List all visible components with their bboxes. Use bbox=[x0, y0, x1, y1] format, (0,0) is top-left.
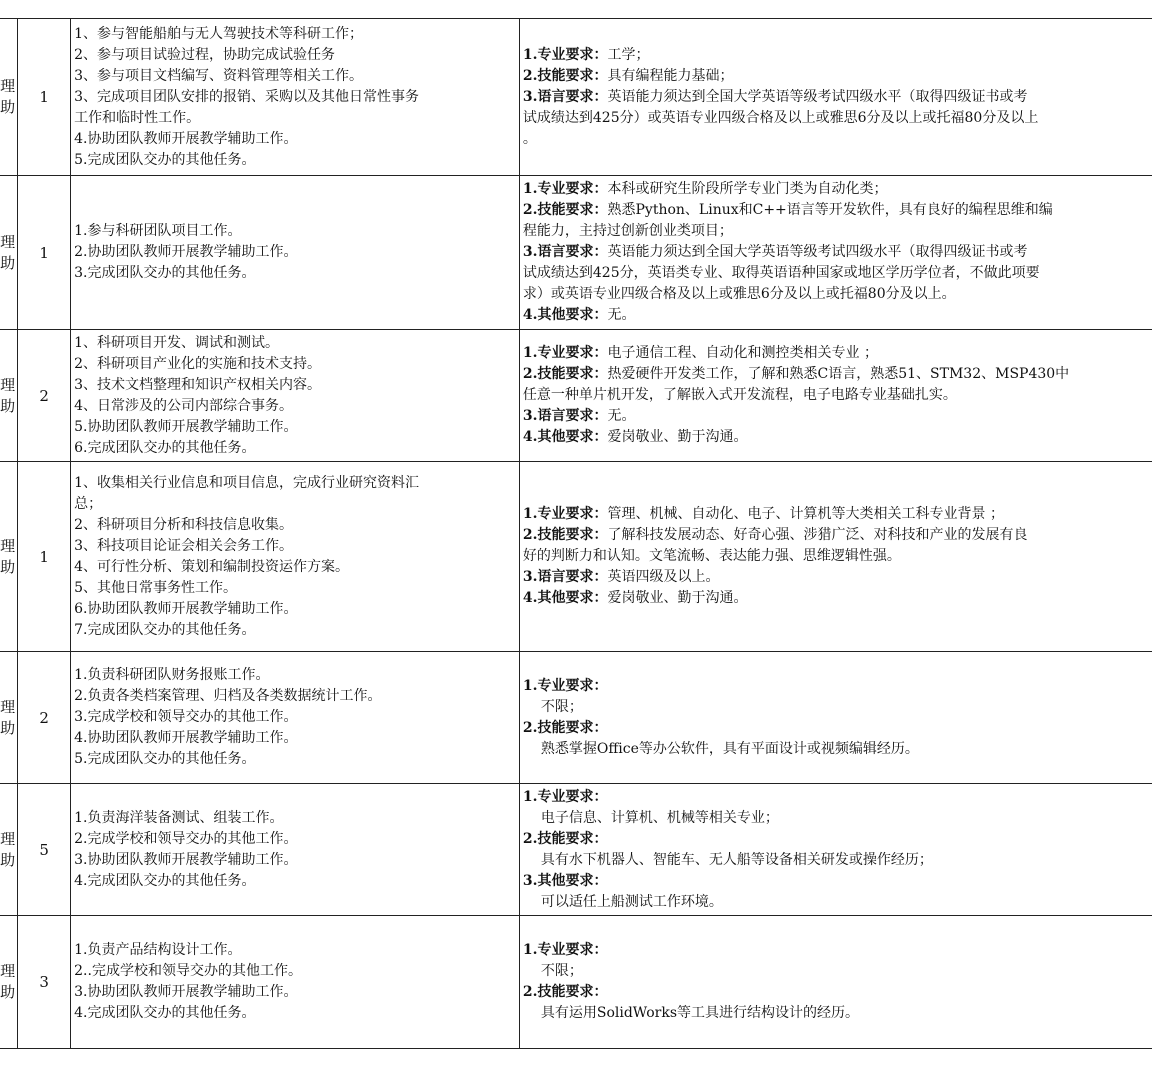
requirement-line bbox=[523, 364, 1152, 385]
role-cell bbox=[0, 176, 18, 330]
duty-line: 5、其他日常事务性工作。 bbox=[74, 579, 238, 596]
duty-line: 总； bbox=[74, 495, 103, 512]
requirement-line bbox=[523, 982, 1152, 1003]
duty-line: 4、可行性分析、策划和编制投资运作方案。 bbox=[74, 558, 350, 575]
requirement-key: 2.技能要求： bbox=[522, 67, 608, 84]
duty-line: 1.负责海洋装备测试、组装工作。 bbox=[74, 809, 284, 826]
duty-line: 1.负责科研团队财务报账工作。 bbox=[74, 667, 270, 683]
role-label: 理助 bbox=[0, 962, 16, 1001]
requirement-text: 好的判断力和认知。文笔流畅、表达能力强、思维逻辑性强。 bbox=[522, 548, 901, 564]
requirement-line bbox=[523, 66, 1152, 87]
requirement-line bbox=[523, 263, 1152, 284]
requirement-key: 2.技能要求： bbox=[522, 719, 608, 736]
requirement-line bbox=[523, 179, 1152, 200]
requirement-key: 1.专业要求： bbox=[522, 942, 608, 958]
requirement-line bbox=[523, 850, 1152, 871]
role-label: 理助 bbox=[0, 536, 16, 576]
requirement-line bbox=[523, 343, 1152, 364]
requirement-line bbox=[523, 200, 1152, 221]
requirement-text: 了解科技发展动态、好奇心强、涉猎广泛、对科技和产业的发展有良 bbox=[607, 527, 1028, 543]
duty-line: 1、收集相关行业信息和项目信息，完成行业研究资料汇 bbox=[74, 474, 420, 491]
requirement-line bbox=[523, 45, 1152, 66]
requirement-line bbox=[523, 221, 1152, 242]
requirement-line bbox=[523, 504, 1152, 525]
role-cell bbox=[0, 652, 18, 784]
requirement-line bbox=[523, 697, 1152, 718]
duty-line: 4.协助团队教师开展教学辅助工作。 bbox=[74, 130, 298, 147]
position-row bbox=[0, 462, 1152, 652]
duty-line: 3、科技项目论证会相关会务工作。 bbox=[74, 537, 294, 554]
duties-cell bbox=[71, 176, 520, 330]
requirement-key: 2.技能要求： bbox=[522, 984, 608, 1000]
requirement-line bbox=[523, 406, 1152, 427]
duty-line: 3、技术文档整理和知识产权相关内容。 bbox=[74, 376, 322, 393]
requirements-cell bbox=[519, 784, 1152, 916]
duty-line: 工作和临时性工作。 bbox=[74, 109, 201, 126]
requirement-text: 具有水下机器人、智能车、无人船等设备相关研发或操作经历； bbox=[540, 851, 933, 868]
requirement-text: 英语能力须达到全国大学英语等级考试四级水平（取得四级证书或考 bbox=[607, 88, 1028, 105]
duty-line: 3、完成项目团队安排的报销、采购以及其他日常性事务 bbox=[74, 88, 420, 105]
requirement-text: 。 bbox=[522, 130, 537, 147]
requirement-line bbox=[523, 525, 1152, 546]
duty-line: 2.负责各类档案管理、归档及各类数据统计工作。 bbox=[74, 688, 382, 704]
requirement-key: 2.技能要求： bbox=[522, 366, 608, 382]
role-cell bbox=[0, 784, 18, 916]
requirement-line bbox=[523, 1003, 1152, 1024]
requirement-line bbox=[523, 718, 1152, 739]
requirement-key: 3.语言要求： bbox=[522, 408, 608, 424]
duty-line: 2、科研项目分析和科技信息收集。 bbox=[74, 516, 294, 533]
duty-line: 3.协助团队教师开展教学辅助工作。 bbox=[74, 984, 298, 1000]
duty-line: 2..完成学校和领导交办的其他工作。 bbox=[74, 963, 302, 979]
requirement-line bbox=[523, 87, 1152, 108]
requirement-key: 2.技能要求： bbox=[522, 527, 608, 543]
requirement-key: 1.专业要求： bbox=[522, 788, 608, 805]
requirement-key: 3.其他要求： bbox=[522, 872, 608, 889]
requirement-line bbox=[523, 546, 1152, 567]
requirement-key: 4.其他要求： bbox=[522, 429, 608, 445]
requirement-line bbox=[523, 787, 1152, 808]
requirement-key: 2.技能要求： bbox=[522, 830, 608, 847]
headcount-cell: 3 bbox=[18, 916, 71, 1049]
position-row bbox=[0, 916, 1152, 1049]
requirement-text: 工学； bbox=[607, 46, 650, 63]
requirement-text: 可以适任上船测试工作环境。 bbox=[540, 893, 723, 910]
headcount-cell: 2 bbox=[18, 330, 71, 462]
duties-cell bbox=[71, 462, 520, 652]
duty-line: 2、参与项目试验过程，协助完成试验任务 bbox=[74, 46, 336, 63]
duty-line: 6.协助团队教师开展教学辅助工作。 bbox=[74, 600, 298, 617]
requirement-key: 4.其他要求： bbox=[522, 307, 608, 323]
requirement-line bbox=[523, 129, 1152, 150]
position-row bbox=[0, 19, 1152, 176]
position-table bbox=[0, 18, 1152, 1049]
duty-line: 5.完成团队交办的其他任务。 bbox=[74, 751, 256, 767]
duty-line: 7.完成团队交办的其他任务。 bbox=[74, 621, 256, 638]
requirement-text: 无。 bbox=[607, 408, 636, 424]
requirement-text: 爱岗敬业、勤于沟通。 bbox=[607, 429, 748, 445]
requirement-key: 1.专业要求： bbox=[522, 46, 608, 63]
requirement-line bbox=[523, 108, 1152, 129]
duty-line: 4.协助团队教师开展教学辅助工作。 bbox=[74, 730, 298, 746]
requirement-text: 程能力，主持过创新创业类项目； bbox=[522, 223, 733, 239]
requirement-line bbox=[523, 284, 1152, 305]
requirement-text: 不限； bbox=[540, 698, 583, 715]
requirement-line bbox=[523, 940, 1152, 961]
requirement-text: 熟悉Python、Linux和C++语言等开发软件，具有良好的编程思维和编 bbox=[607, 202, 1053, 218]
duty-line: 1.参与科研团队项目工作。 bbox=[74, 223, 242, 239]
requirements-cell bbox=[519, 176, 1152, 330]
role-label: 理助 bbox=[0, 829, 16, 869]
duty-line: 1.负责产品结构设计工作。 bbox=[74, 942, 242, 958]
requirements-cell bbox=[519, 652, 1152, 784]
role-cell bbox=[0, 462, 18, 652]
requirement-line bbox=[523, 808, 1152, 829]
requirement-text: 不限； bbox=[540, 963, 583, 979]
requirement-text: 熟悉掌握Office等办公软件，具有平面设计或视频编辑经历。 bbox=[540, 740, 919, 757]
headcount-cell: 5 bbox=[18, 784, 71, 916]
duties-cell bbox=[71, 784, 520, 916]
duty-line: 4.完成团队交办的其他任务。 bbox=[74, 872, 256, 889]
requirements-cell bbox=[519, 19, 1152, 176]
duty-line: 1、科研项目开发、调试和测试。 bbox=[74, 334, 280, 351]
headcount-cell: 1 bbox=[18, 176, 71, 330]
requirement-text: 具有编程能力基础； bbox=[607, 67, 734, 84]
requirements-cell bbox=[519, 462, 1152, 652]
duties-cell bbox=[71, 330, 520, 462]
requirement-line bbox=[523, 588, 1152, 609]
headcount-cell: 1 bbox=[18, 462, 71, 652]
requirement-text: 本科或研究生阶段所学专业门类为自动化类； bbox=[607, 181, 888, 197]
duty-line: 1、参与智能船舶与无人驾驶技术等科研工作； bbox=[74, 25, 364, 42]
requirements-cell bbox=[519, 916, 1152, 1049]
duty-line: 3.协助团队教师开展教学辅助工作。 bbox=[74, 851, 298, 868]
requirement-key: 2.技能要求： bbox=[522, 202, 608, 218]
requirement-line bbox=[523, 871, 1152, 892]
requirement-text: 具有运用SolidWorks等工具进行结构设计的经历。 bbox=[540, 1005, 860, 1021]
role-cell bbox=[0, 19, 18, 176]
requirement-line bbox=[523, 567, 1152, 588]
duty-line: 6.完成团队交办的其他任务。 bbox=[74, 439, 256, 456]
role-cell bbox=[0, 916, 18, 1049]
requirement-line bbox=[523, 829, 1152, 850]
requirement-text: 英语能力须达到全国大学英语等级考试四级水平（取得四级证书或考 bbox=[607, 244, 1028, 260]
role-label: 理助 bbox=[0, 77, 16, 116]
requirement-text: 试成绩达到425分，英语类专业、取得英语语种国家或地区学历学位者，不做此项要 bbox=[522, 265, 1040, 281]
requirement-line bbox=[523, 427, 1152, 448]
headcount-cell: 1 bbox=[18, 19, 71, 176]
duty-line: 4.完成团队交办的其他任务。 bbox=[74, 1005, 256, 1021]
role-label: 理助 bbox=[0, 697, 16, 737]
requirement-key: 3.语言要求： bbox=[522, 569, 608, 585]
requirement-text: 求）或英语专业四级合格及以上或雅思6分及以上或托福80分及以上。 bbox=[522, 286, 956, 302]
requirement-key: 3.语言要求： bbox=[522, 88, 608, 105]
requirement-text: 电子信息、计算机、机械等相关专业； bbox=[540, 809, 779, 826]
requirement-line bbox=[523, 676, 1152, 697]
requirement-line bbox=[523, 739, 1152, 760]
requirement-line bbox=[523, 961, 1152, 982]
duties-cell bbox=[71, 19, 520, 176]
duty-line: 2、科研项目产业化的实施和技术支持。 bbox=[74, 355, 322, 372]
position-row bbox=[0, 652, 1152, 784]
headcount-cell: 2 bbox=[18, 652, 71, 784]
requirement-text: 试成绩达到425分）或英语专业四级合格及以上或雅思6分及以上或托福80分及以上 bbox=[522, 109, 1039, 126]
requirement-line bbox=[523, 242, 1152, 263]
requirements-cell bbox=[519, 330, 1152, 462]
duties-cell bbox=[71, 916, 520, 1049]
position-row bbox=[0, 784, 1152, 916]
requirement-key: 1.专业要求： bbox=[522, 506, 608, 522]
requirement-text: 英语四级及以上。 bbox=[607, 569, 720, 585]
role-cell bbox=[0, 330, 18, 462]
position-row bbox=[0, 330, 1152, 462]
requirement-key: 3.语言要求： bbox=[522, 244, 608, 260]
requirement-text: 任意一种单片机开发，了解嵌入式开发流程，电子电路专业基础扎实。 bbox=[522, 387, 957, 403]
duty-line: 4、日常涉及的公司内部综合事务。 bbox=[74, 397, 294, 414]
requirement-text: 电子通信工程、自动化和测控类相关专业 ； bbox=[607, 345, 878, 361]
duty-line: 3、参与项目文档编写、资料管理等相关工作。 bbox=[74, 67, 364, 84]
requirement-text: 管理、机械、自动化、电子、计算机等大类相关工科专业背景 ； bbox=[607, 506, 1004, 522]
position-row bbox=[0, 176, 1152, 330]
requirement-line bbox=[523, 385, 1152, 406]
duty-line: 2.协助团队教师开展教学辅助工作。 bbox=[74, 244, 298, 260]
duty-line: 5.协助团队教师开展教学辅助工作。 bbox=[74, 418, 298, 435]
requirement-text: 爱岗敬业、勤于沟通。 bbox=[607, 590, 748, 606]
requirement-key: 1.专业要求： bbox=[522, 677, 608, 694]
requirement-text: 无。 bbox=[607, 307, 636, 323]
requirement-key: 1.专业要求： bbox=[522, 181, 608, 197]
duty-line: 3.完成学校和领导交办的其他工作。 bbox=[74, 709, 298, 725]
duty-line: 2.完成学校和领导交办的其他工作。 bbox=[74, 830, 298, 847]
duties-cell bbox=[71, 652, 520, 784]
requirement-key: 1.专业要求： bbox=[522, 345, 608, 361]
role-label: 理助 bbox=[0, 375, 16, 415]
role-label: 理助 bbox=[0, 232, 16, 272]
requirement-line bbox=[523, 305, 1152, 326]
requirement-text: 热爱硬件开发类工作，了解和熟悉C语言，熟悉51、STM32、MSP430中 bbox=[607, 366, 1070, 382]
position-table-body bbox=[0, 19, 1152, 1049]
requirement-key: 4.其他要求： bbox=[522, 590, 608, 606]
requirement-line bbox=[523, 892, 1152, 913]
duty-line: 5.完成团队交办的其他任务。 bbox=[74, 151, 256, 168]
duty-line: 3.完成团队交办的其他任务。 bbox=[74, 265, 256, 281]
